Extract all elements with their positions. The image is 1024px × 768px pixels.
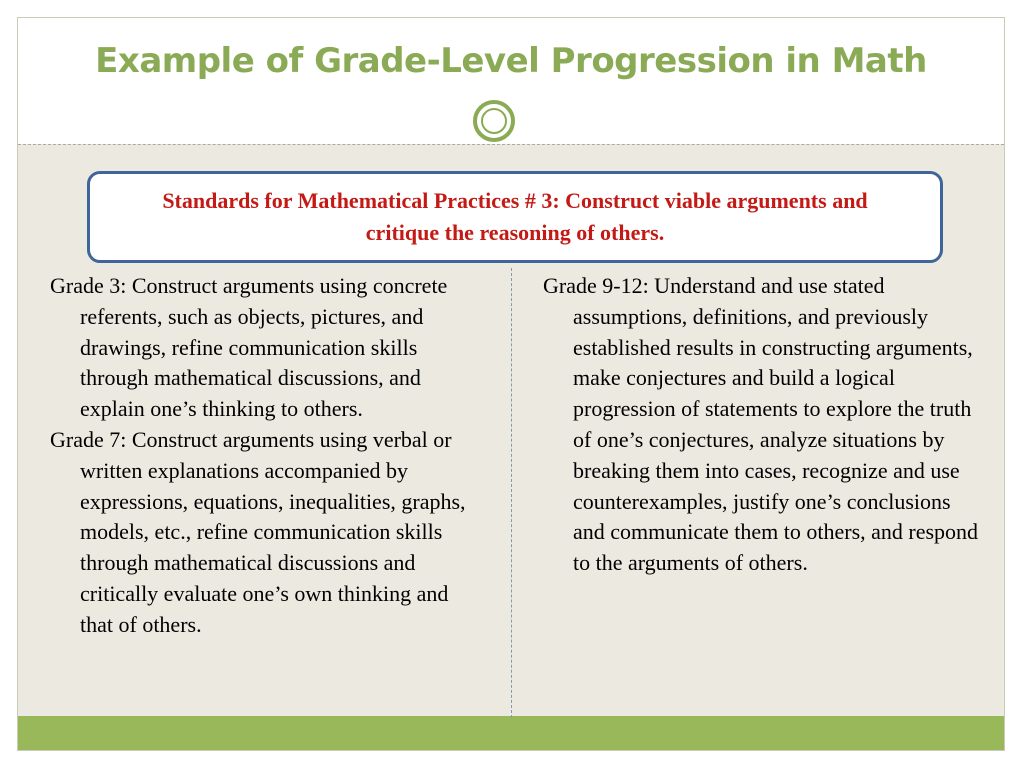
callout-text: Standards for Mathematical Practices # 3: Construct viable arguments and critique the reasoning of others. <box>162 188 868 245</box>
circle-ornament-icon <box>473 100 515 142</box>
grade-3-item: Grade 3: Construct arguments using concrete referents, such as objects, pictures, and drawings, refine communication skills through mathematical discussions, and explain one’s thinking to others. <box>50 273 448 422</box>
grade-7-item: Grade 7: Construct arguments using verbal or written explanations accompanied by expressions, equations, inequalities, graphs, models, etc., refine communication skills through mathematical discussions and critically evaluate one’s own thinking and that of others. <box>50 426 466 637</box>
standard-callout <box>87 171 943 263</box>
slide-title: Example of Grade-Level Progression in Math <box>95 41 927 81</box>
grade-9-12-item: Grade 9-12: Understand and use stated assumptions, definitions, and previously established results in constructing arguments, make conjectures and build a logical progression of statements to explore the truth of one’s conjectures, analyze situations by breaking them into cases, recognize and use counterexamples, justify one’s conclusions and communicate them to others, and respond to the arguments of others. <box>543 273 979 576</box>
footer-bar <box>18 716 1004 750</box>
left-column <box>50 271 480 641</box>
column-divider <box>511 268 512 718</box>
dashed-separator <box>18 144 1004 145</box>
right-column <box>543 271 983 579</box>
